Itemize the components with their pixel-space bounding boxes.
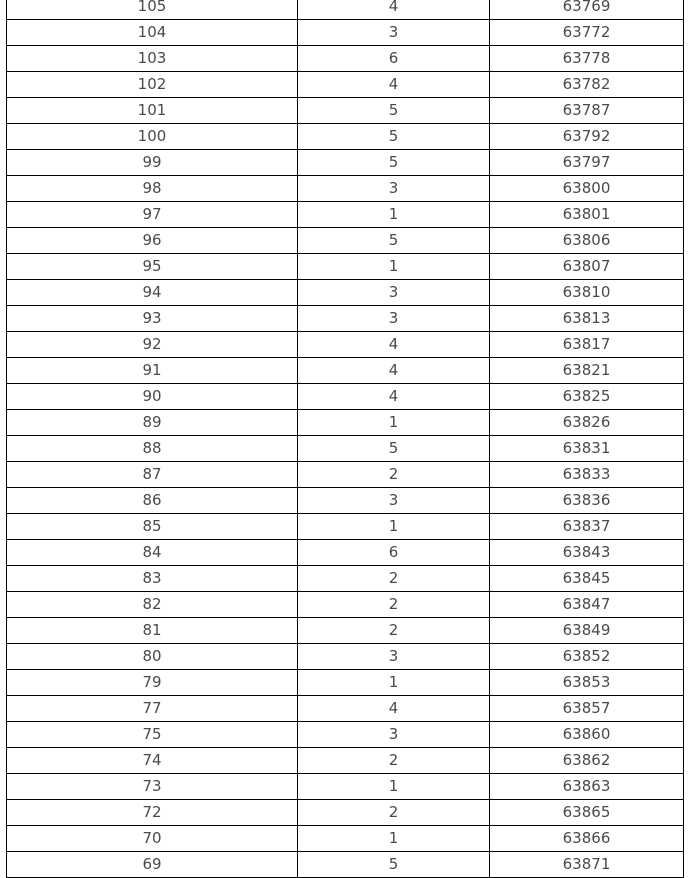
table-row [7,462,684,488]
cumulative-cell: 63862 [490,748,684,774]
score-cell: 84 [7,540,298,566]
count-cell: 6 [298,46,490,72]
score-cell: 96 [7,228,298,254]
count-cell: 1 [298,202,490,228]
cumulative-cell: 63769 [490,0,684,20]
score-cell: 72 [7,800,298,826]
count-cell: 5 [298,150,490,176]
table-row [7,722,684,748]
count-cell: 2 [298,592,490,618]
table-row [7,774,684,800]
cumulative-cell: 63845 [490,566,684,592]
count-cell: 3 [298,176,490,202]
count-cell: 4 [298,384,490,410]
cumulative-cell: 63853 [490,670,684,696]
table-row [7,644,684,670]
score-cell: 98 [7,176,298,202]
score-cell: 92 [7,332,298,358]
cumulative-cell: 63843 [490,540,684,566]
table-row [7,150,684,176]
count-cell: 5 [298,124,490,150]
cumulative-cell: 63787 [490,98,684,124]
cumulative-cell: 63833 [490,462,684,488]
table-row [7,852,684,878]
count-cell: 3 [298,280,490,306]
score-cell: 73 [7,774,298,800]
score-table-body [7,0,684,878]
score-cell: 91 [7,358,298,384]
score-cell: 101 [7,98,298,124]
cumulative-cell: 63792 [490,124,684,150]
score-cell: 85 [7,514,298,540]
score-cell: 80 [7,644,298,670]
cumulative-cell: 63847 [490,592,684,618]
table-row [7,592,684,618]
cumulative-cell: 63826 [490,410,684,436]
cumulative-cell: 63866 [490,826,684,852]
score-cell: 81 [7,618,298,644]
count-cell: 2 [298,800,490,826]
table-row [7,0,684,20]
score-cell: 103 [7,46,298,72]
table-row [7,20,684,46]
table-row [7,46,684,72]
count-cell: 1 [298,410,490,436]
score-cell: 89 [7,410,298,436]
cumulative-cell: 63860 [490,722,684,748]
table-row [7,670,684,696]
count-cell: 4 [298,696,490,722]
table-row [7,566,684,592]
table-row [7,280,684,306]
count-cell: 1 [298,670,490,696]
count-cell: 3 [298,644,490,670]
score-cell: 82 [7,592,298,618]
score-cell: 95 [7,254,298,280]
score-cell: 79 [7,670,298,696]
count-cell: 6 [298,540,490,566]
score-cell: 104 [7,20,298,46]
count-cell: 4 [298,332,490,358]
cumulative-cell: 63821 [490,358,684,384]
count-cell: 1 [298,514,490,540]
table-row [7,410,684,436]
cumulative-cell: 63778 [490,46,684,72]
table-row [7,800,684,826]
count-cell: 3 [298,488,490,514]
cumulative-cell: 63797 [490,150,684,176]
table-row [7,488,684,514]
table-row [7,540,684,566]
score-cell: 93 [7,306,298,332]
count-cell: 2 [298,618,490,644]
score-table [6,0,684,878]
table-row [7,98,684,124]
table-row [7,202,684,228]
count-cell: 5 [298,98,490,124]
cumulative-cell: 63831 [490,436,684,462]
count-cell: 1 [298,826,490,852]
score-cell: 70 [7,826,298,852]
count-cell: 3 [298,722,490,748]
table-row [7,254,684,280]
score-cell: 100 [7,124,298,150]
cumulative-cell: 63857 [490,696,684,722]
cumulative-cell: 63837 [490,514,684,540]
cumulative-cell: 63836 [490,488,684,514]
table-row [7,228,684,254]
count-cell: 4 [298,72,490,98]
cumulative-cell: 63865 [490,800,684,826]
score-cell: 90 [7,384,298,410]
count-cell: 5 [298,228,490,254]
score-cell: 75 [7,722,298,748]
table-row [7,618,684,644]
cumulative-cell: 63813 [490,306,684,332]
cumulative-cell: 63800 [490,176,684,202]
score-cell: 77 [7,696,298,722]
score-cell: 102 [7,72,298,98]
cumulative-cell: 63825 [490,384,684,410]
score-cell: 97 [7,202,298,228]
table-row [7,176,684,202]
count-cell: 3 [298,20,490,46]
table-row [7,124,684,150]
count-cell: 1 [298,774,490,800]
score-cell: 105 [7,0,298,20]
table-row [7,696,684,722]
score-cell: 88 [7,436,298,462]
table-row [7,332,684,358]
count-cell: 2 [298,462,490,488]
count-cell: 5 [298,436,490,462]
table-row [7,514,684,540]
cumulative-cell: 63849 [490,618,684,644]
count-cell: 3 [298,306,490,332]
cumulative-cell: 63863 [490,774,684,800]
cumulative-cell: 63817 [490,332,684,358]
count-cell: 4 [298,358,490,384]
score-cell: 99 [7,150,298,176]
cumulative-cell: 63772 [490,20,684,46]
table-row [7,436,684,462]
count-cell: 4 [298,0,490,20]
score-cell: 83 [7,566,298,592]
score-cell: 69 [7,852,298,878]
table-row [7,72,684,98]
count-cell: 2 [298,566,490,592]
cumulative-cell: 63810 [490,280,684,306]
cumulative-cell: 63871 [490,852,684,878]
cumulative-cell: 63852 [490,644,684,670]
cumulative-cell: 63782 [490,72,684,98]
table-row [7,384,684,410]
score-cell: 94 [7,280,298,306]
table-row [7,358,684,384]
count-cell: 2 [298,748,490,774]
table-row [7,306,684,332]
score-cell: 87 [7,462,298,488]
count-cell: 5 [298,852,490,878]
cumulative-cell: 63807 [490,254,684,280]
count-cell: 1 [298,254,490,280]
score-cell: 74 [7,748,298,774]
cumulative-cell: 63801 [490,202,684,228]
cumulative-cell: 63806 [490,228,684,254]
table-row [7,748,684,774]
score-cell: 86 [7,488,298,514]
table-row [7,826,684,852]
